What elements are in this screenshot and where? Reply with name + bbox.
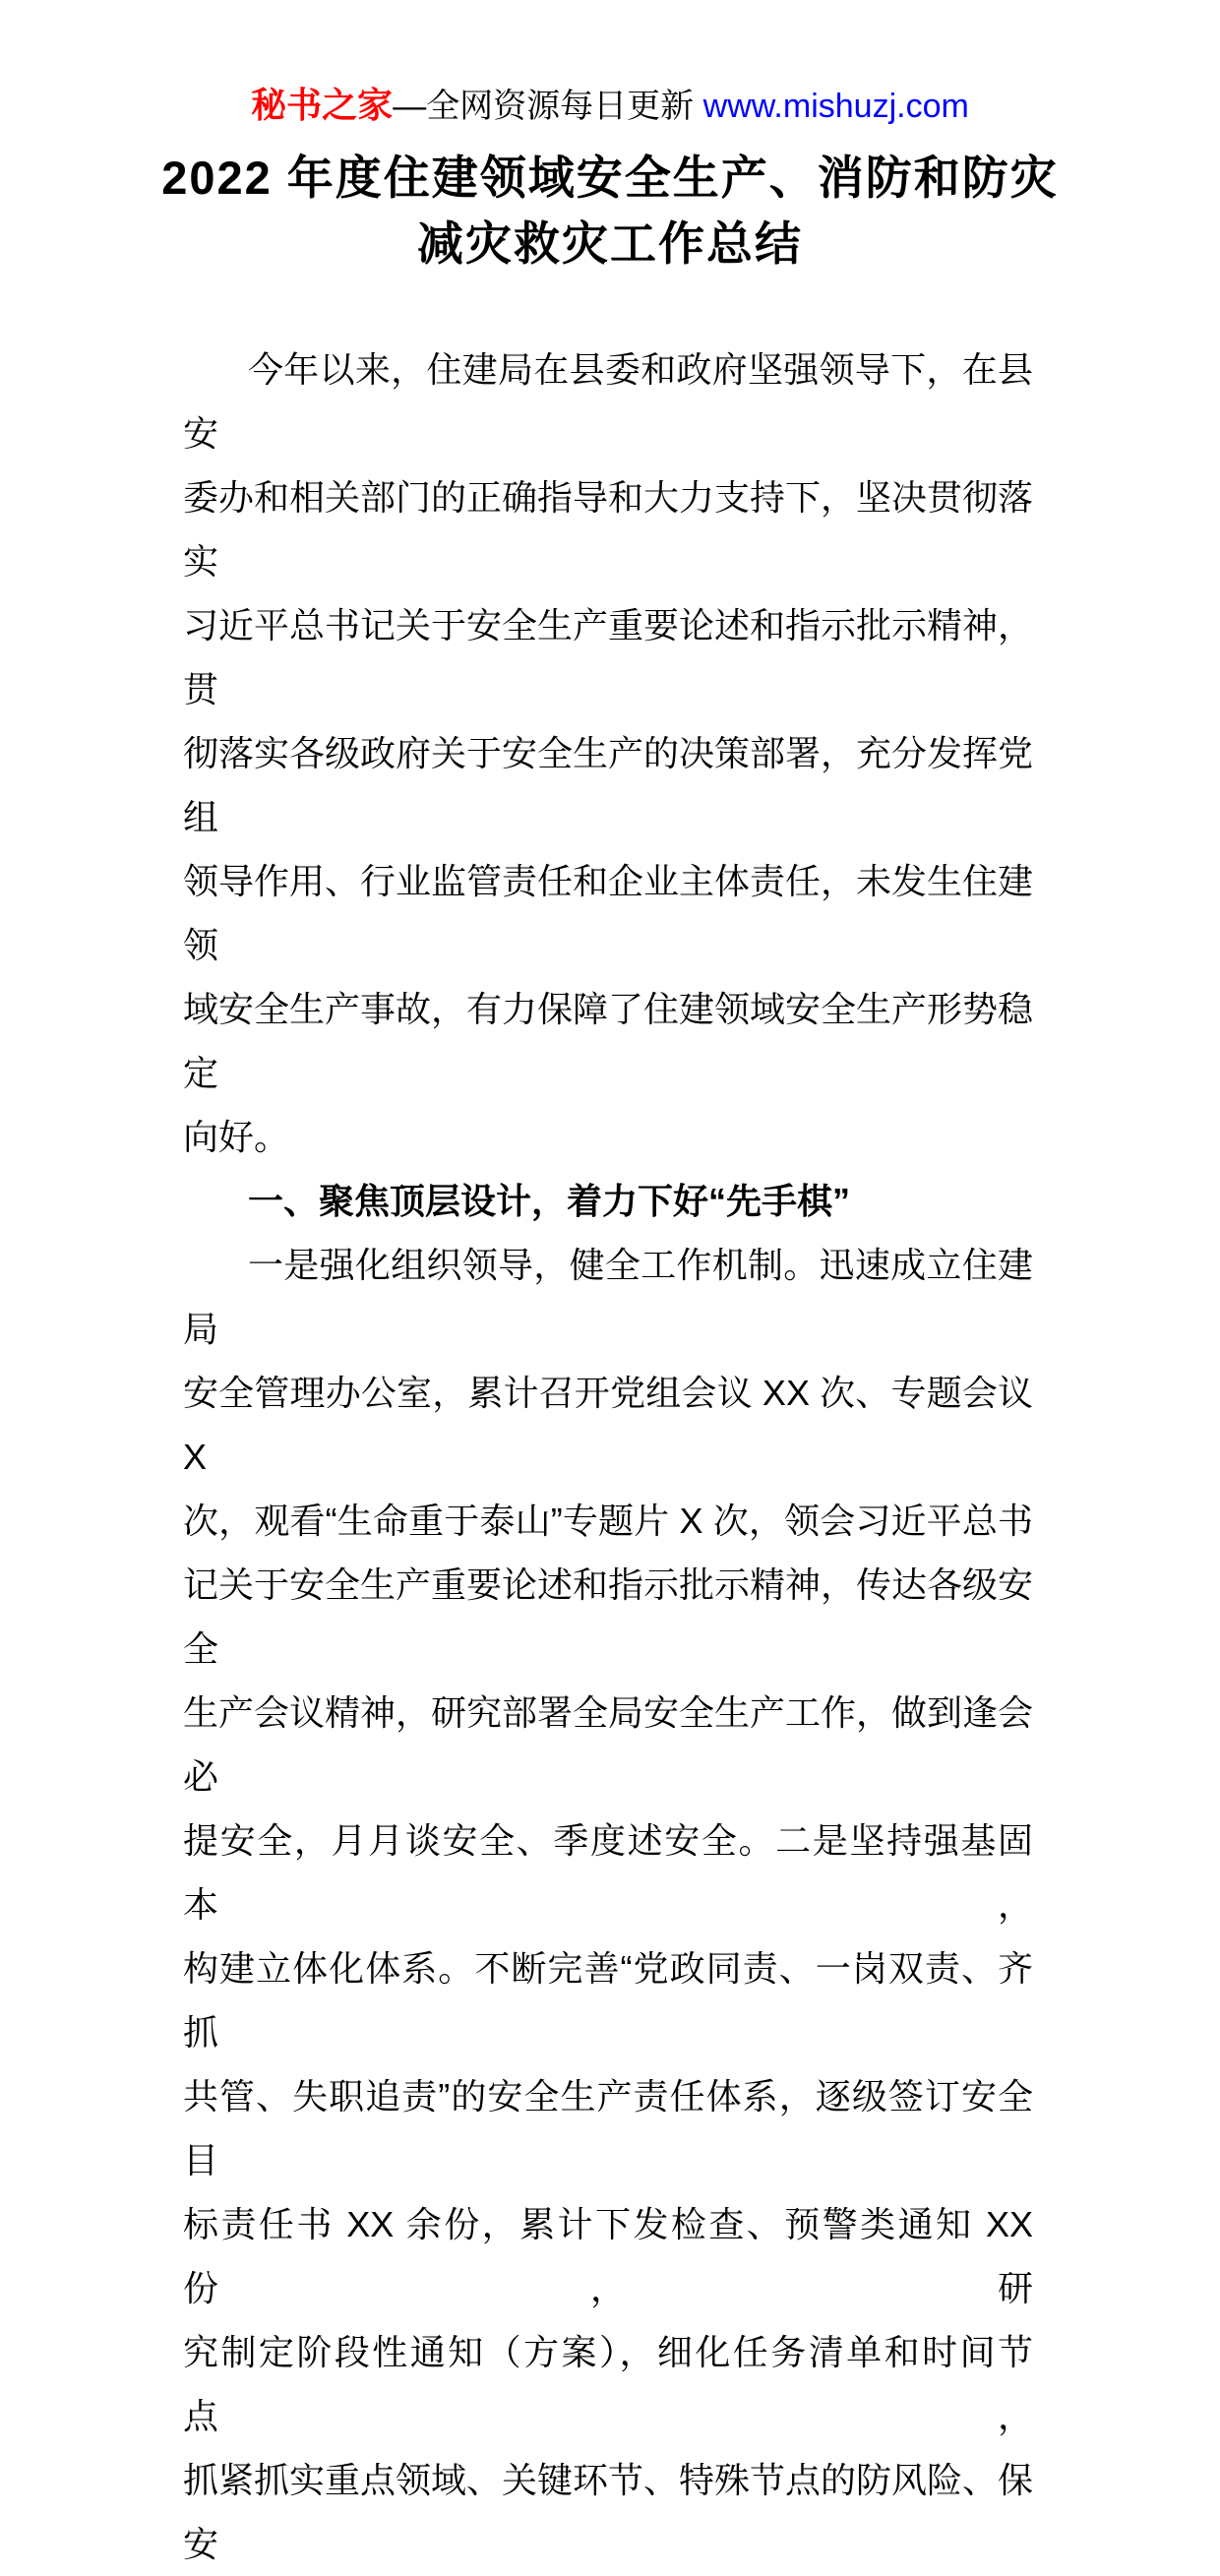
body-line: 构建立体化体系。不断完善“党政同责、一岗双责、齐抓	[183, 1948, 1033, 2053]
body-line: 究制定阶段性通知（方案），细化任务清单和时间节点，	[183, 2332, 1033, 2436]
body-line: 一是强化组织领导，健全工作机制。迅速成立住建局	[183, 1245, 1033, 1349]
title-line-1: 2022 年度住建领域安全生产、消防和防灾	[161, 152, 1059, 204]
body-line: 记关于安全生产重要论述和指示批示精神，传达各级安全	[183, 1564, 1034, 1669]
site-name: 秘书之家	[251, 85, 394, 125]
body-line: 共管、失职追责”的安全生产责任体系，逐级签订安全目	[183, 2076, 1033, 2180]
body-line: 向好。	[183, 1117, 290, 1157]
body-line: 抓紧抓实重点领域、关键环节、特殊节点的防风险、保安	[183, 2460, 1034, 2564]
document-header	[0, 0, 1220, 127]
body-line: 域安全生产事故，有力保障了住建领域安全生产形势稳定	[183, 989, 1034, 1093]
body-line: 提安全，月月谈安全、季度述安全。二是坚持强基固本，	[183, 1820, 1033, 1925]
body-line: 习近平总书记关于安全生产重要论述和指示批示精神，贯	[183, 605, 1034, 709]
body-line: 领导作用、行业监管责任和企业主体责任，未发生住建领	[183, 861, 1034, 965]
body-line: 安全管理办公室，累计召开党组会议 XX 次、专题会议 X	[183, 1373, 1033, 1477]
site-url-link[interactable]: www.mishuzj.com	[702, 88, 969, 125]
document-body	[183, 337, 1033, 2576]
body-line: 今年以来，住建局在县委和政府坚强领导下，在县安	[183, 349, 1033, 454]
header-dash: —	[393, 88, 427, 125]
body-line: 彻落实各级政府关于安全生产的决策部署，充分发挥党组	[183, 733, 1034, 837]
body-line: 委办和相关部门的正确指导和大力支持下，坚决贯彻落实	[183, 477, 1034, 582]
document-title	[89, 145, 1131, 276]
title-line-2: 减灾救灾工作总结	[417, 217, 803, 270]
body-line: 次，观看“生命重于泰山”专题片 X 次，领会习近平总书	[183, 1501, 1033, 1541]
header-tagline: 全网资源每日更新	[426, 88, 695, 125]
body-line: 标责任书 XX 余份，累计下发检查、预警类通知 XX 份，研	[183, 2204, 1033, 2308]
section-heading: 一、聚焦顶层设计，着力下好“先手棋”	[248, 1181, 851, 1221]
body-line: 生产会议精神，研究部署全局安全生产工作，做到逢会必	[183, 1692, 1034, 1797]
